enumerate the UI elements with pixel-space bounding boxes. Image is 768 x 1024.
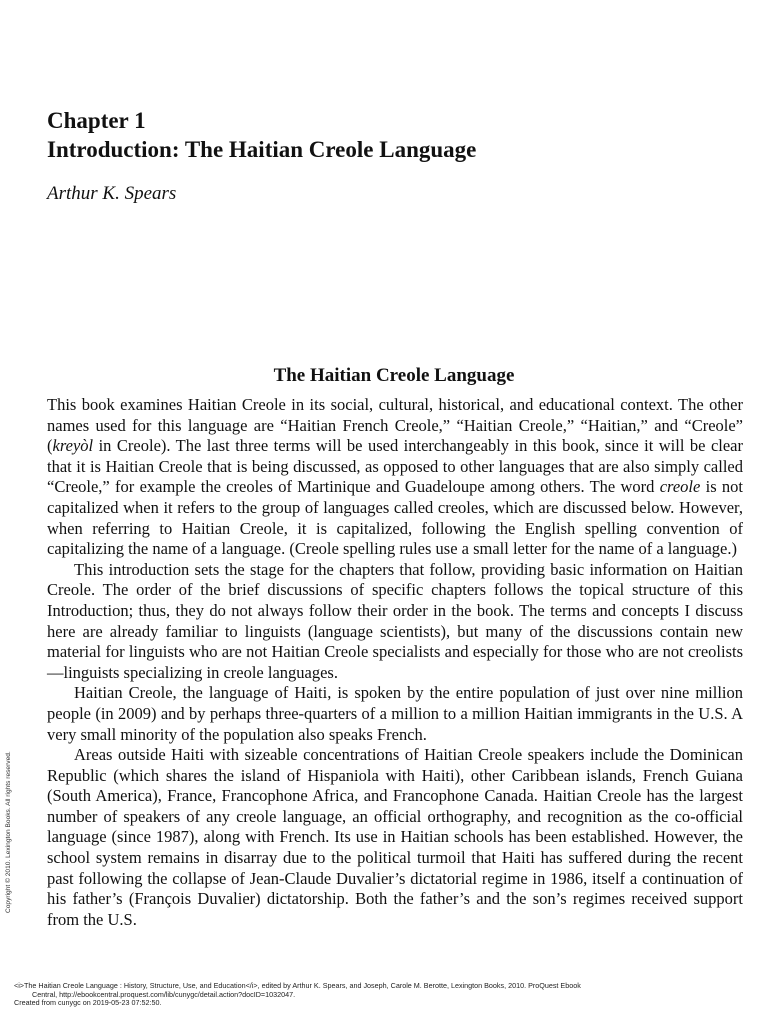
paragraph-text: Haitian Creole, the language of Haiti, is spoken by the entire population of just over nine million people (in 2009) and by perhaps three-quarters of a million to a million Haitian immigrants in the U.S. A very small minority of the population also speaks French. [47,683,743,744]
citation-footer [14,982,754,1008]
section-title: The Haitian Creole Language [273,365,515,386]
body-paragraph [47,683,743,745]
body-paragraph [47,395,743,560]
chapter-title: Introduction: The Haitian Creole Language [47,137,477,162]
side-copyright-notice: Copyright © 2010. Lexington Books. All rights reserved. [5,751,12,913]
citation-line: <i>The Haitian Creole Language : History, Structure, Use, and Education</i>, edited by Arthur K. Spears, and Joseph, Carole M. Berotte, Lexington Books, 2010. ProQuest Ebook [14,981,581,990]
created-timestamp-line: Created from cunygc on 2019-05-23 07:52:50. [14,998,162,1008]
paragraph-text: in Creole). The last three terms will be used interchangeably in this book, since it will be clear that it is Haitian Creole that is being discussed, as opposed to other languages that are also simply called “Creole,” for example the creoles of Martinique and Guadeloupe among others. The word [47,436,743,497]
italic-term: kreyòl [52,436,94,456]
paragraph-text: This book examines Haitian Creole in its social, cultural, historical, and educational context. The other names used for this language are “Haitian French Creole,” “Haitian Creole,” “Haitian,” and “Creole” ( [47,395,743,456]
citation-url-line: Central, http://ebookcentral.proquest.com/lib/cunygc/detail.action?docID=1032047. [32,989,296,999]
chapter-number: Chapter 1 [47,108,146,133]
chapter-heading [47,106,737,164]
body-text [47,395,743,930]
author-name: Arthur K. Spears [47,183,177,204]
paragraph-text: is not capitalized when it refers to the group of languages called creoles, which are discussed below. However, when referring to Haitian Creole, it is capitalized, following the English spelling convention of capitalizing the name of a language. (Creole spelling rules use a small letter for the name of a language.) [47,477,744,559]
italic-term: creole [659,477,701,497]
body-paragraph [47,745,743,930]
body-paragraph [47,560,743,684]
paragraph-text: This introduction sets the stage for the chapters that follow, providing basic information on Haitian Creole. The order of the brief discussions of specific chapters follows the topical structure of this Introduction; thus, they do not always follow their order in the book. The terms and concepts I discuss here are already familiar to linguists (language scientists), but many of the discussions contain new material for linguists who are not Haitian Creole specialists and especially for those who are not creolists—linguists specializing in creole languages. [47,559,743,682]
paragraph-text: Areas outside Haiti with sizeable concentrations of Haitian Creole speakers include the Dominican Republic (which shares the island of Hispaniola with Haiti), other Caribbean islands, French Guiana (South America), France, Francophone Africa, and Francophone Canada. Haitian Creole has the largest number of speakers of any creole language, an official orthography, and recognition as the co-official language (since 1987), along with French. Its use in Haitian schools has been established. However, the school system remains in disarray due to the political turmoil that Haiti has suffered during the recent past following the collapse of Jean-Claude Duvalier’s dictatorial regime in 1986, itself a continuation of his father’s (François Duvalier) dictatorship. Both the father’s and the son’s regimes received support from the U.S. [47,745,743,929]
